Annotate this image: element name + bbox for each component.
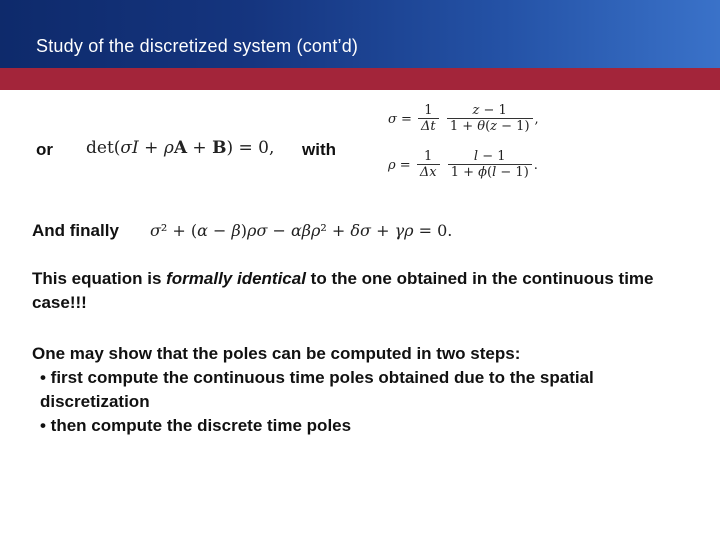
equation-final: σ² + (α − β)ρσ − αβρ² + δσ + γρ = 0. <box>150 221 453 240</box>
paragraph-formally-identical <box>32 267 672 315</box>
label-finally: And finally <box>32 221 119 240</box>
para2-bullet-second: • then compute the discrete time poles <box>40 416 352 435</box>
equation-rho: ρ = $\frac{1}{\Delta x}$ $\frac{l - 1}{1 + \phi(l - 1)}$ . <box>388 149 538 181</box>
equation-det: det(σI + ρA + B) = 0, <box>86 138 275 158</box>
para2-bullet-first: • first compute the continuous time poles obtained due to the spatial discretization <box>40 368 594 411</box>
paragraph-poles <box>32 342 682 438</box>
equation-sigma: σ = $\frac{1}{\Delta t}$ $\frac{z - 1}{1 + \theta(z - 1)}$ , <box>388 103 539 135</box>
para1-text-b: to the one obtained in the continuous time case!!! <box>32 269 654 312</box>
title-banner <box>0 0 720 68</box>
label-with: with <box>302 140 336 159</box>
accent-bar <box>0 68 720 90</box>
slide-title: Study of the discretized system (cont’d) <box>36 36 359 56</box>
para1-text-a: This equation is <box>32 269 167 288</box>
para2-intro: One may show that the poles can be computed in two steps: <box>32 344 521 363</box>
para1-emphasis: formally identical <box>166 269 306 288</box>
label-or: or <box>36 140 53 159</box>
